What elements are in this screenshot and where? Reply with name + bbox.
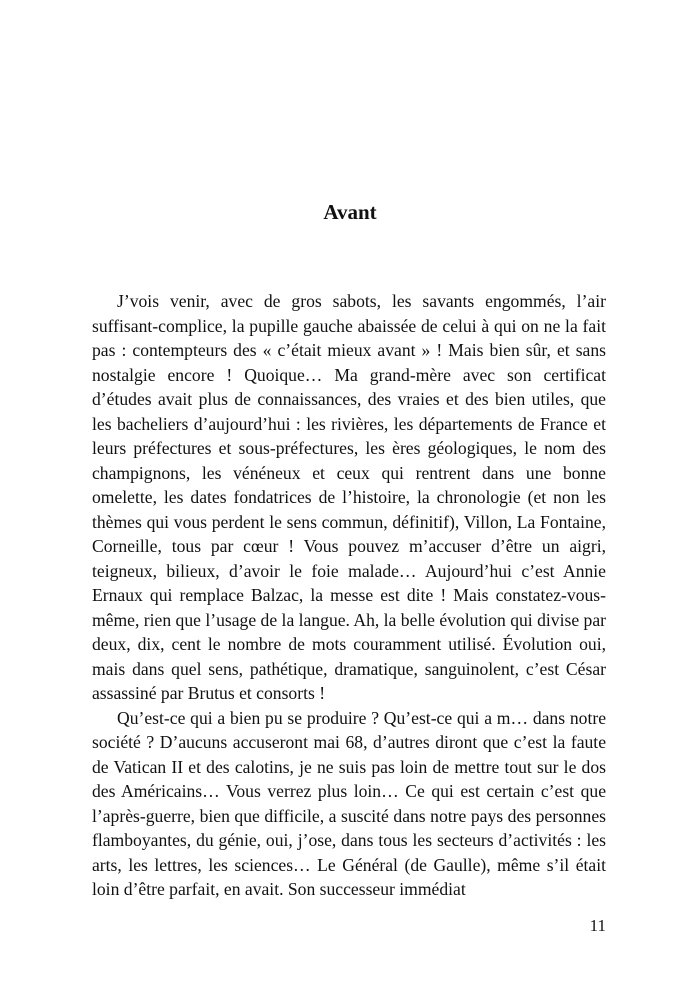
paragraph-1: J’vois venir, avec de gros sabots, les savants engommés, l’air suffisant-complice, la pupille gauche abaissée de celui à qui on ne la fait pas : contempteurs des « c’était mieux avant » ! Mais bien sûr, et sans nostalgie encore ! Quoique… Ma grand-mère avec son certificat d’études avait plus de connaissances, des vraies et des bien utiles, que les bacheliers d’aujourd’hui : les rivières, les départements de France et leurs préfectures et sous-préfectures, les ères géologiques, le nom des champignons, les vénéneux et ceux qui rentrent dans une bonne omelette, les dates fondatrices de l’histoire, la chronologie (et non les thèmes qui vous perdent le sens commun, définitif), Villon, La Fontaine, Corneille, tous par cœur ! Vous pouvez m’accuser d’être un aigri, teigneux, bilieux, d’avoir le foie malade… Aujourd’hui c’est Annie Ernaux qui remplace Balzac, la messe est dite ! Mais constatez-vous-même, rien que l’usage de la langue. Ah, la belle évolution qui divise par deux, dix, cent le nombre de mots couramment utilisé. Évolution oui, mais dans quel sens, pathétique, dramatique, sanguinolent, c’est César assassiné par Brutus et consorts ! xyxy=(92,291,606,703)
paragraph-2: Qu’est-ce qui a bien pu se produire ? Qu’est-ce qui a m… dans notre société ? D’aucuns accuseront mai 68, d’autres diront que c’est la faute de Vatican II et des calotins, je ne suis pas loin de mettre tout sur le dos des Américains… Vous verrez plus loin… Ce qui est certain c’est que l’après-guerre, bien que difficile, a suscité dans notre pays des personnes flamboyantes, du génie, oui, j’ose, dans tous les secteurs d’activités : les arts, les lettres, les sciences… Le Général (de Gaulle), même s’il était loin d’être parfait, en avait. Son successeur immédiat xyxy=(92,707,606,899)
chapter-title: Avant xyxy=(323,200,377,224)
page-number: 11 xyxy=(589,916,606,935)
chapter-body xyxy=(92,289,606,902)
